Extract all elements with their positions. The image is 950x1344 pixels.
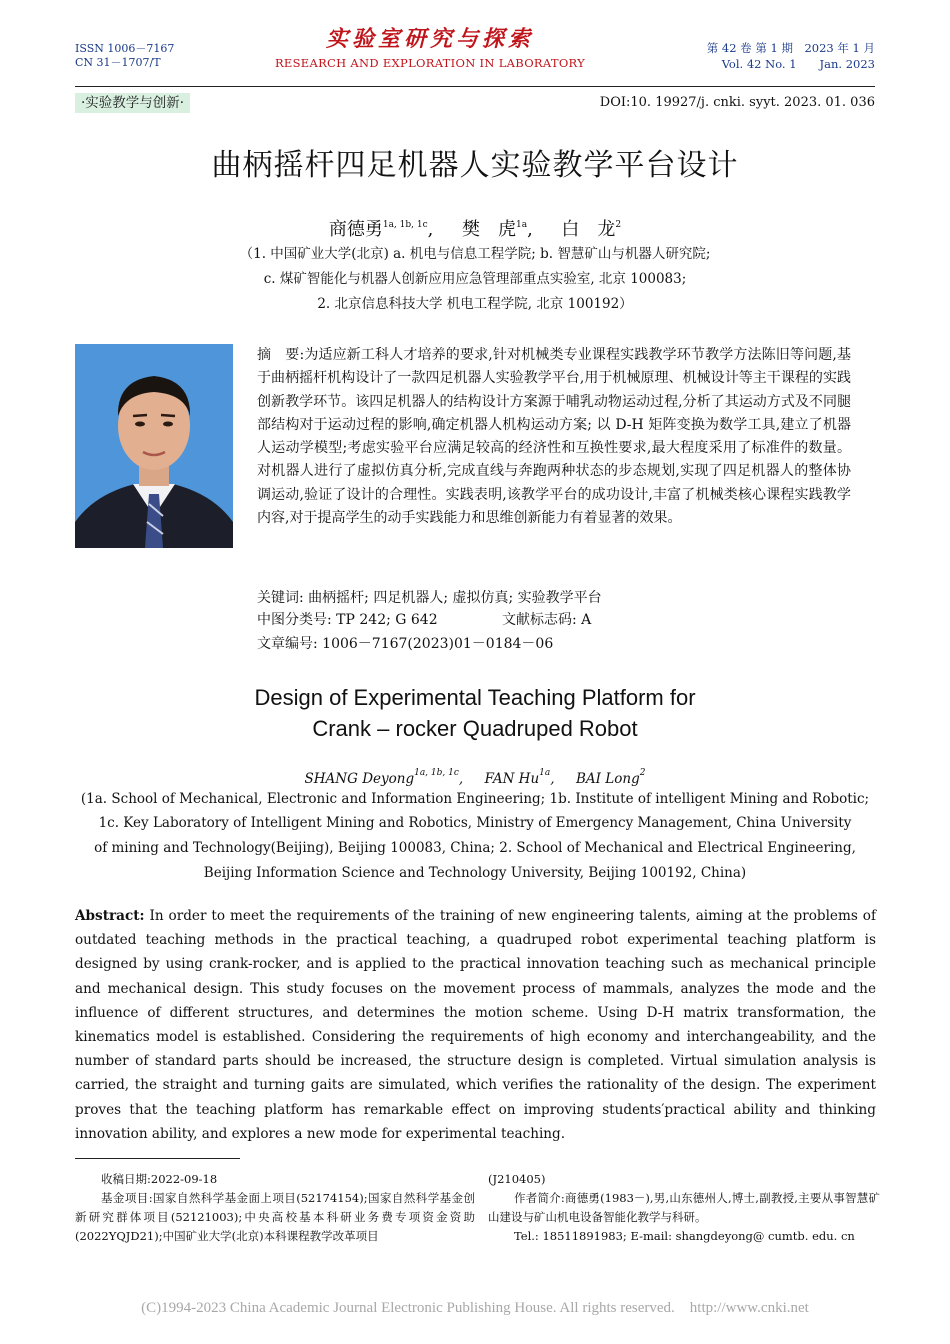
footnote-divider (75, 1158, 240, 1159)
affiliation-cn-line: c. 煤矿智能化与机器人创新应用应急管理部重点实验室, 北京 100083; (263, 271, 687, 287)
volume-cn: 第 42 卷 第 1 期 2023 年 1 月 (706, 41, 875, 55)
author-affiliation-mark: 2 (615, 220, 622, 230)
author-name: 商德勇 (328, 219, 383, 240)
author-affiliation-mark: 2 (639, 768, 646, 778)
footnotes-left (75, 1170, 475, 1246)
journal-title-en: RESEARCH AND EXPLORATION IN LABORATORY (274, 56, 586, 70)
section-tag: ·实验教学与创新· (75, 93, 190, 113)
affiliation-en-line: of mining and Technology(Beijing), Beijing 100083, China; 2. School of Mechanical and Electrical Engineering, (94, 840, 856, 856)
affiliation-en-line: (1a. School of Mechanical, Electronic and Information Engineering; 1b. Institute of intelligent Mining and Robotic; (80, 791, 870, 807)
author-affiliation-mark: 1a (515, 220, 528, 230)
affiliation-en-line: Beijing Information Science and Technology University, Beijing 100192, China) (203, 865, 747, 881)
journal-volume-block (690, 40, 875, 72)
abstract-cn-label: 摘 要: (257, 347, 305, 363)
author-name: 白 龙 (561, 219, 616, 240)
authors-en: SHANG Deyong$^{1a, 1b, 1c}$, FAN $Hu^{1a}$, BAI Long$^2$ (304, 768, 646, 787)
copyright-footer: (C)1994-2023 China Academic Journal Electronic Publishing House. All rights reserved. http://www.cnki.net (141, 1300, 809, 1316)
classification-cn: 中图分类号: TP 242; G 642 (257, 612, 438, 628)
author-affiliation-mark: 1a, 1b, 1c (414, 768, 459, 778)
paper-title-en-line2: Crank – rocker Quadruped Robot (312, 716, 638, 741)
author-name-en: BAI Long (576, 771, 640, 787)
author-contact: Tel.: 18511891983; E-mail: shangdeyong@ cumtb. edu. cn (514, 1229, 855, 1243)
volume-en: Vol. 42 No. 1 Jan. 2023 (721, 57, 875, 71)
author-name: 樊 虎 (461, 219, 516, 240)
author-photo (75, 344, 233, 548)
keywords-cn: 关键词: 曲柄摇杆; 四足机器人; 虚拟仿真; 实验教学平台 (257, 590, 602, 606)
abstract-en (75, 904, 876, 1146)
affiliation-cn-line: 2. 北京信息科技大学 机电工程学院, 北京 100192） (317, 296, 633, 312)
author-intro: 作者简介:商德勇(1983－),男,山东德州人,博士,副教授,主要从事智慧矿山建设与矿山机电设备智能化教学与科研。 (488, 1191, 880, 1224)
author-affiliation-mark: 1a (539, 768, 551, 778)
author-portrait-image (75, 344, 233, 548)
fund-info-continued: (J210405) (488, 1172, 546, 1186)
author-name-en: FAN Hu (484, 771, 540, 787)
header-divider (75, 86, 875, 87)
issn: ISSN 1006－7167 (75, 42, 175, 55)
authors-cn: 商德勇$^{1a, 1b, 1c}$, 樊 虎$^{1a}$, 白 龙$^2$ (328, 219, 622, 240)
paper-title-en-line1: Design of Experimental Teaching Platform for (254, 685, 696, 710)
fund-info: 基金项目:国家自然科学基金面上项目(52174154);国家自然科学基金创新研究群体项目(52121003);中央高校基本科研业务费专项资金资助(2022YQJD21);中国矿业大学(北京)本科课程教学改革项目 (75, 1191, 475, 1243)
paper-title-en (75, 682, 875, 744)
author-affiliation-mark: 1a, 1b, 1c (382, 220, 428, 230)
abstract-en-label: Abstract: (75, 908, 145, 924)
journal-issn-block (75, 42, 174, 70)
cn-number: CN 31－1707/T (75, 56, 161, 69)
doc-code-cn: 文献标志码: A (502, 612, 592, 628)
affiliation-en-line: 1c. Key Laboratory of Intelligent Mining and Robotics, Ministry of Emergency Management, China University (98, 815, 852, 831)
doi: DOI:10. 19927/j. cnki. syyt. 2023. 01. 036 (599, 95, 875, 110)
affiliation-cn-line: （1. 中国矿业大学(北京) a. 机电与信息工程学院; b. 智慧矿山与机器人研究院; (239, 246, 711, 262)
abstract-en-text: In order to meet the requirements of the training of new engineering talents, aiming at the problems of outdated teaching methods in the practical teaching, a quadruped robot experimental teaching platform is designed by using crank-rocker, and is applied to the practical innovation teaching such as mechanical principle and mechanical design. This study focuses on the movement process of mammals, analyzes the mode and the influence of different structures, and determines the motion scheme. Using D-H matrix transformation, the kinematics model is established. Considering the requirements of high economy and interchangeability, and the number of standard parts should be increased, the structure design is completed. Virtual simulation analysis is carried, the straight and turning gaits are simulated, which verifies the rationality of the design. The experiment proves that the teaching platform has remarkable effect on improving students′practical ability and thinking innovation ability, and explores a new mode for experimental teaching. (75, 908, 876, 1142)
journal-masthead (270, 26, 590, 70)
journal-title-cn: 实验室研究与探索 (325, 26, 534, 52)
abstract-cn (257, 344, 851, 530)
abstract-cn-text: 为适应新工科人才培养的要求,针对机械类专业课程实践教学环节教学方法陈旧等问题,基于曲柄摇杆机构设计了一款四足机器人实验教学平台,用于机械原理、机械设计等主干课程的实践创新教学环节。该四足机器人的结构设计方案源于哺乳动物运动过程,分析了其运动方式及不同腿部结构对于运动过程的影响,确定机器人机构运动方案; 以 D-H 矩阵变换为数学工具,建立了机器人运动学模型;考虑实验平台应满足较高的经济性和互换性要求,最大程度采用了标准件的数量。对机器人进行了虚拟仿真分析,完成直线与奔跑两种状态的步态规划,实现了四足机器人的整体协调运动,验证了设计的合理性。实践表明,该教学平台的成功设计,丰富了机械类核心课程实践教学内容,对于提高学生的动手实践能力和思维创新能力有着显著的效果。 (257, 347, 852, 527)
author-name-en: SHANG Deyong (304, 771, 415, 787)
paper-title-cn: 曲柄摇杆四足机器人实验教学平台设计 (211, 148, 739, 183)
footnotes-right (488, 1170, 880, 1246)
article-number-cn: 文章编号: 1006－7167(2023)01－0184－06 (257, 636, 554, 652)
received-date: 收稿日期:2022-09-18 (101, 1172, 218, 1186)
